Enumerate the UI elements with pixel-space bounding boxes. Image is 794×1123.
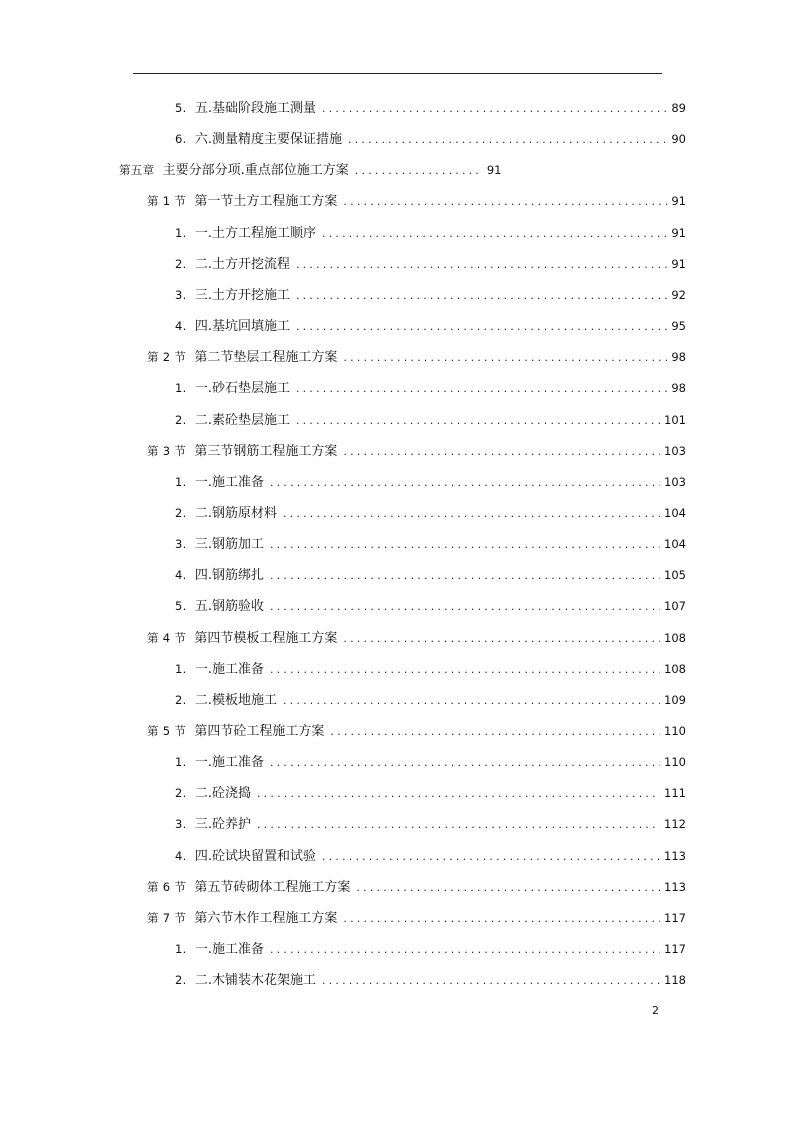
toc-entry-title: 一.施工准备 <box>194 755 264 771</box>
dot-leader <box>296 409 660 433</box>
toc-entry-item[interactable] <box>175 96 686 120</box>
toc-entry-section[interactable] <box>147 345 686 369</box>
header-rule <box>133 73 662 74</box>
toc-entry-page: 105 <box>664 568 686 583</box>
dot-leader <box>296 377 667 401</box>
toc-entry-item[interactable] <box>175 252 686 276</box>
toc-entry-number: 3. <box>175 817 187 832</box>
toc-entry-item[interactable] <box>175 812 686 836</box>
toc-entry-number: 第 4 节 <box>147 630 187 645</box>
toc-entry-page: 91 <box>671 194 686 209</box>
toc-entry-page: 117 <box>664 942 686 957</box>
toc-entry-page: 110 <box>664 755 686 770</box>
toc-entry-title: 四.砼试块留置和试验 <box>194 848 316 864</box>
toc-entry-title: 二.模板地施工 <box>194 692 277 708</box>
toc-entry-page: 107 <box>664 599 686 614</box>
toc-entry-item[interactable] <box>175 127 686 151</box>
toc-entry-title: 二.砼浇捣 <box>194 786 251 802</box>
toc-entry-number: 2. <box>175 692 187 707</box>
toc-entry-item[interactable] <box>175 532 686 556</box>
dot-leader <box>283 502 660 526</box>
toc-entry-number: 第 2 节 <box>147 350 187 365</box>
toc-entry-item[interactable] <box>175 376 686 400</box>
toc-entry-section[interactable] <box>147 439 686 463</box>
dot-leader <box>270 564 660 588</box>
toc-entry-title: 二.钢筋原材料 <box>194 505 277 521</box>
toc-entry-number: 第 3 节 <box>147 443 187 458</box>
toc-entry-page: 108 <box>664 630 686 645</box>
toc-entry-number: 1. <box>175 381 187 396</box>
toc-entry-title: 五.钢筋验收 <box>194 599 264 615</box>
toc-entry-title: 二.素砼垫层施工 <box>194 412 290 428</box>
toc-entry-title: 四.钢筋绑扎 <box>194 568 264 584</box>
toc-entry-section[interactable] <box>147 719 686 743</box>
toc-entry-title: 第三节钢筋工程施工方案 <box>194 443 338 459</box>
dot-leader <box>343 346 667 370</box>
dot-leader <box>322 222 667 246</box>
dot-leader <box>270 751 660 775</box>
toc-entry-number: 2. <box>175 973 187 988</box>
toc-entry-title: 一.砂石垫层施工 <box>194 381 290 397</box>
toc-entry-title: 第四节砼工程施工方案 <box>194 724 325 739</box>
toc-entry-number: 4. <box>175 319 187 334</box>
toc-entry-page: 95 <box>671 319 686 334</box>
toc-entry-page: 104 <box>664 505 686 520</box>
dot-leader <box>296 253 667 277</box>
toc-entry-number: 1. <box>175 942 187 957</box>
toc-entry-number: 3. <box>175 537 187 552</box>
toc-entry-page: 90 <box>671 132 686 147</box>
toc-entry-title: 第四节模板工程施工方案 <box>194 630 338 646</box>
toc-entry-item[interactable] <box>175 314 686 338</box>
toc-entry-item[interactable] <box>175 657 686 681</box>
dot-leader <box>296 284 667 308</box>
dot-leader <box>343 440 660 464</box>
dot-leader <box>355 159 483 183</box>
dot-leader <box>296 315 667 339</box>
toc-entry-page: 92 <box>671 287 686 302</box>
toc-entry-page: 91 <box>671 256 686 271</box>
toc-entry-number: 6. <box>175 132 187 147</box>
toc-entry-page: 111 <box>664 786 686 801</box>
toc-entry-title: 三.土方开挖施工 <box>194 287 290 303</box>
toc-entry-title: 一.施工准备 <box>194 942 264 958</box>
dot-leader <box>257 813 660 837</box>
toc-entry-title: 第五节砖砌体工程施工方案 <box>194 879 351 895</box>
toc-entry-title: 一.施工准备 <box>194 661 264 677</box>
toc-entry-number: 第 7 节 <box>147 910 187 925</box>
dot-leader <box>257 782 660 806</box>
toc-entry-page: 103 <box>664 474 686 489</box>
toc-entry-title: 主要分部分项.重点部位施工方案 <box>162 163 349 179</box>
toc-entry-page: 91 <box>671 225 686 240</box>
toc-entry-title: 第六节木作工程施工方案 <box>194 910 338 926</box>
toc-entry-item[interactable] <box>175 937 686 961</box>
toc-entry-title: 三.钢筋加工 <box>194 537 264 553</box>
toc-entry-page: 98 <box>671 381 686 396</box>
dot-leader <box>330 720 660 744</box>
toc-entry-number: 1. <box>175 661 187 676</box>
dot-leader <box>270 471 660 495</box>
toc-entry-title: 五.基础阶段施工测量 <box>194 101 316 116</box>
toc-entry-page: 108 <box>664 661 686 676</box>
toc-entry-page: 117 <box>664 910 686 925</box>
toc-entry-number: 2. <box>175 412 187 427</box>
toc-entry-number: 4. <box>175 568 187 583</box>
toc-entry-item[interactable] <box>175 844 686 868</box>
toc-entry-title: 第二节垫层工程施工方案 <box>194 350 338 366</box>
toc-entry-page: 118 <box>664 973 686 988</box>
toc-entry-section[interactable] <box>147 906 686 930</box>
toc-entry-section[interactable] <box>147 875 686 899</box>
toc-entry-page: 109 <box>664 692 686 707</box>
toc-entry-number: 第 5 节 <box>147 724 187 738</box>
toc-entry-item[interactable] <box>175 563 686 587</box>
dot-leader <box>322 97 667 121</box>
toc-entry-item[interactable] <box>175 781 686 805</box>
toc-entry-title: 第一节土方工程施工方案 <box>194 194 338 210</box>
toc-entry-page: 113 <box>664 879 686 894</box>
toc-entry-item[interactable] <box>175 470 686 494</box>
dot-leader <box>356 876 660 900</box>
toc-entry-page: 103 <box>664 443 686 458</box>
toc-entry-item[interactable] <box>175 594 686 618</box>
dot-leader <box>322 845 660 869</box>
toc-entry-title: 四.基坑回填施工 <box>194 319 290 335</box>
toc-entry-page: 101 <box>664 412 686 427</box>
dot-leader <box>343 190 667 214</box>
toc-entry-page: 113 <box>664 848 686 863</box>
dot-leader <box>283 689 660 713</box>
page-number: 2 <box>652 1004 659 1017</box>
dot-leader <box>270 938 660 962</box>
toc-entry-title: 三.砼养护 <box>194 817 251 833</box>
toc-entry-number: 2. <box>175 256 187 271</box>
toc-entry-number: 1. <box>175 225 187 240</box>
toc-entry-number: 4. <box>175 848 187 863</box>
dot-leader <box>322 969 660 993</box>
toc-entry-number: 2. <box>175 786 187 801</box>
toc-entry-number: 1. <box>175 474 187 489</box>
toc-entry-chapter[interactable] <box>119 158 501 182</box>
toc-entry-title: 一.土方工程施工顺序 <box>194 225 316 241</box>
toc-entry-title: 六.测量精度主要保证措施 <box>194 132 342 148</box>
toc-entry-item[interactable] <box>175 408 686 432</box>
toc-entry-number: 5. <box>175 599 187 614</box>
toc-entry-page: 98 <box>671 350 686 365</box>
toc-entry-item[interactable] <box>175 501 686 525</box>
toc-entry-section[interactable] <box>147 189 686 213</box>
dot-leader <box>348 128 667 152</box>
dot-leader <box>270 533 660 557</box>
toc-entry-page: 112 <box>664 817 686 832</box>
toc-entry-number: 3. <box>175 287 187 302</box>
dot-leader <box>270 658 660 682</box>
toc-entry-number: 第 6 节 <box>147 879 187 894</box>
toc-entry-number: 1. <box>175 755 187 770</box>
toc-entry-number: 2. <box>175 505 187 520</box>
toc-entry-number: 第五章 <box>119 163 155 178</box>
toc-entry-page: 104 <box>664 537 686 552</box>
toc-entry-title: 二.木铺装木花架施工 <box>194 973 316 989</box>
toc-entry-title: 一.施工准备 <box>194 474 264 490</box>
toc-entry-section[interactable] <box>147 626 686 650</box>
toc-entry-item[interactable] <box>175 283 686 307</box>
toc-entry-title: 二.土方开挖流程 <box>194 256 290 272</box>
toc-entry-item[interactable] <box>175 968 686 992</box>
toc-entry-item[interactable] <box>175 750 686 774</box>
toc-entry-number: 第 1 节 <box>147 194 187 209</box>
toc-entry-item[interactable] <box>175 688 686 712</box>
dot-leader <box>343 907 660 931</box>
dot-leader <box>270 595 660 619</box>
toc-entry-page: 89 <box>671 101 686 115</box>
toc-entry-item[interactable] <box>175 221 686 245</box>
toc-entry-number: 5. <box>175 101 187 115</box>
toc-entry-page: 110 <box>664 724 686 738</box>
dot-leader <box>343 627 660 651</box>
toc-entry-page: 91 <box>486 163 502 178</box>
